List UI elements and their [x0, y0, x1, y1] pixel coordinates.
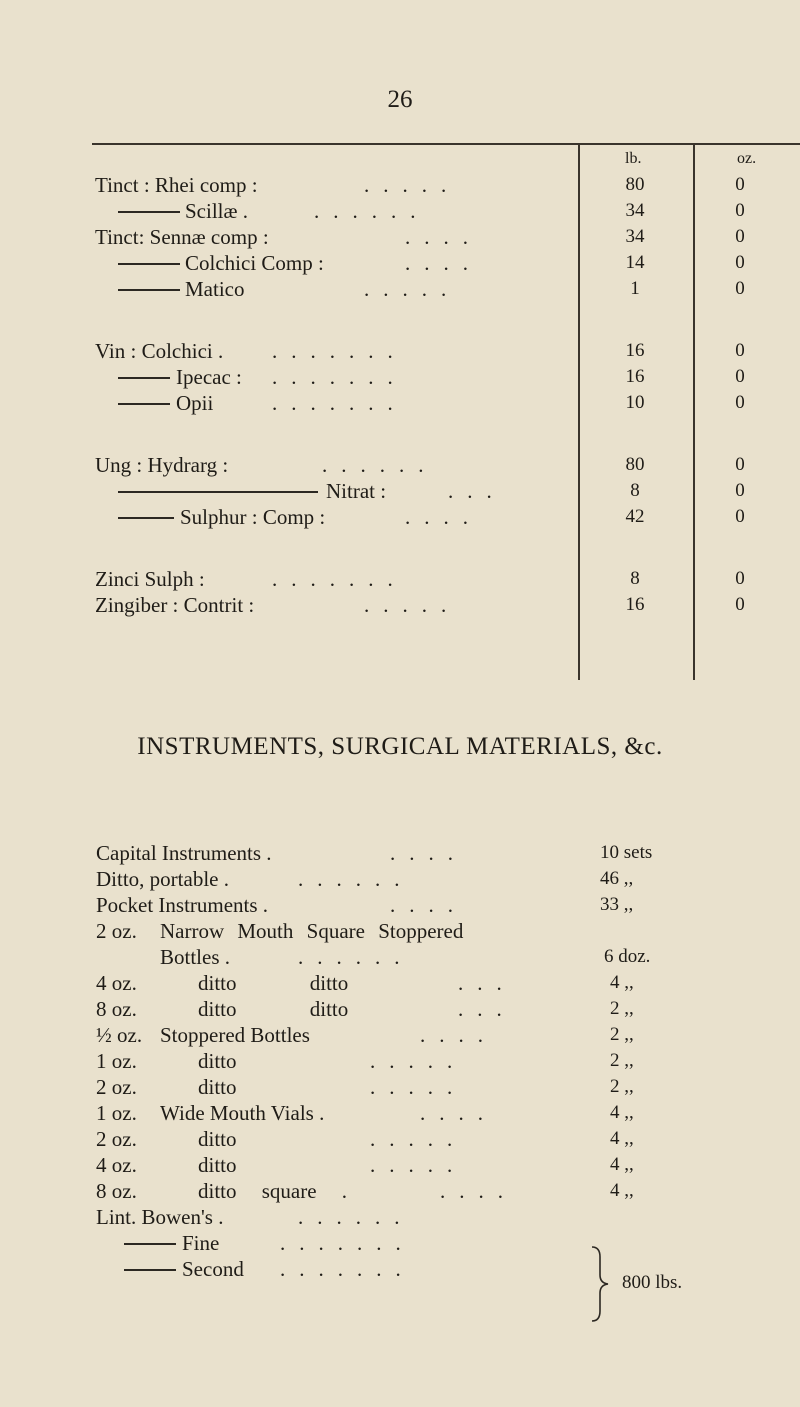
instrument-size: 2 oz. [96, 919, 137, 943]
leader-dots: .... [420, 1101, 497, 1125]
drug-row [0, 478, 800, 504]
instrument-row [0, 1204, 800, 1230]
instrument-qty: 33 ,, [600, 894, 634, 915]
drug-lb: 1 [630, 278, 640, 299]
instrument-row [0, 866, 800, 892]
instrument-qty: 2 ,, [610, 1076, 634, 1097]
instrument-row [0, 1100, 800, 1126]
instrument-row [0, 1152, 800, 1178]
leader-dots: ....... [272, 567, 407, 591]
drug-oz: 0 [735, 480, 745, 501]
leader-dots: ..... [364, 593, 461, 617]
drug-row [0, 224, 800, 250]
leader-dots: ... [458, 997, 516, 1021]
instrument-name: Second [182, 1257, 244, 1281]
drug-row [0, 276, 800, 302]
instrument-name: Pocket Instruments . [96, 893, 269, 917]
drug-oz: 0 [735, 594, 745, 615]
page-number: 26 [387, 86, 413, 113]
drug-oz: 0 [735, 340, 745, 361]
leader-dots: ..... [364, 277, 461, 301]
leader-dots: .... [405, 505, 482, 529]
drug-name: Tinct: Sennæ comp : [95, 225, 269, 249]
drug-row [0, 504, 800, 530]
leader-dots: .... [440, 1179, 517, 1203]
instrument-row [0, 1126, 800, 1152]
drug-name: Scillæ . [185, 199, 249, 223]
instrument-size: 4 oz. [96, 971, 137, 995]
leader-dots: ...... [298, 945, 414, 969]
drug-oz: 0 [735, 392, 745, 413]
instrument-name: Fine [182, 1231, 220, 1255]
drug-name: Ipecac : [176, 365, 242, 389]
leader-dots: ..... [364, 173, 461, 197]
instrument-name: Wide Mouth Vials . [160, 1101, 325, 1125]
instrument-name: Bottles . [160, 945, 231, 969]
leader-dots: ..... [370, 1127, 467, 1151]
instrument-qty: 2 ,, [610, 998, 634, 1019]
instrument-qty: 4 ,, [610, 1180, 634, 1201]
ditto-dash [118, 211, 180, 213]
drug-oz: 0 [735, 506, 745, 527]
instrument-name: ditto [198, 1075, 237, 1099]
instrument-row [0, 1074, 800, 1100]
instrument-name: ditto [198, 1153, 237, 1177]
drug-oz: 0 [735, 174, 745, 195]
drug-row [0, 592, 800, 618]
instrument-qty: 4 ,, [610, 1154, 634, 1175]
section-title: INSTRUMENTS, SURGICAL MATERIALS, &c. [137, 733, 663, 760]
drug-lb: 8 [630, 480, 640, 501]
leader-dots: ..... [370, 1075, 467, 1099]
drug-row [0, 250, 800, 276]
instrument-name: Ditto, portable . [96, 867, 229, 891]
instrument-size: ½ oz. [96, 1023, 143, 1047]
drug-oz: 0 [735, 568, 745, 589]
leader-dots: ....... [280, 1231, 415, 1255]
leader-dots: ...... [322, 453, 438, 477]
ditto-dash [124, 1243, 176, 1245]
drug-oz: 0 [735, 278, 745, 299]
leader-dots: ....... [272, 391, 407, 415]
drug-row [0, 390, 800, 416]
instrument-name: ditto ditto [198, 971, 349, 995]
instrument-size: 1 oz. [96, 1101, 137, 1125]
drug-lb: 10 [625, 392, 645, 413]
leader-dots: .... [420, 1023, 497, 1047]
leader-dots: ...... [314, 199, 430, 223]
instrument-row [0, 1230, 800, 1256]
drug-name: Matico [185, 277, 245, 301]
instrument-name: Lint. Bowen's . [96, 1205, 224, 1229]
instrument-name: ditto ditto [198, 997, 349, 1021]
instrument-size: 2 oz. [96, 1127, 137, 1151]
drug-lb: 80 [625, 174, 645, 195]
drug-lb: 80 [625, 454, 645, 475]
leader-dots: ....... [272, 339, 407, 363]
drug-lb: 34 [625, 200, 645, 221]
drug-name: Vin : Colchici . [95, 339, 224, 363]
ditto-dash [118, 289, 180, 291]
drug-name: Colchici Comp : [185, 251, 324, 275]
instrument-qty: 46 ,, [600, 868, 634, 889]
ditto-dash [124, 1269, 176, 1271]
drug-name: Zinci Sulph : [95, 567, 205, 591]
drug-lb: 16 [625, 340, 645, 361]
leader-dots: ..... [370, 1153, 467, 1177]
leader-dots: .... [390, 893, 467, 917]
leader-dots: ....... [280, 1257, 415, 1281]
leader-dots: ...... [298, 1205, 414, 1229]
instrument-qty: 6 doz. [604, 946, 651, 967]
drug-lb: 34 [625, 226, 645, 247]
instrument-row [0, 918, 800, 944]
drug-oz: 0 [735, 200, 745, 221]
instrument-row [0, 944, 800, 970]
instrument-qty: 10 sets [600, 842, 653, 863]
instrument-size: 8 oz. [96, 1179, 137, 1203]
instrument-qty: 2 ,, [610, 1050, 634, 1071]
drug-lb: 42 [625, 506, 645, 527]
drug-name: Tinct : Rhei comp : [95, 173, 258, 197]
drug-row [0, 364, 800, 390]
instrument-qty: 4 ,, [610, 1128, 634, 1149]
drug-name: Nitrat : [326, 479, 387, 503]
leader-dots: .... [405, 251, 482, 275]
lint-total: 800 lbs. [622, 1272, 683, 1293]
drug-row [0, 198, 800, 224]
leader-dots: ... [458, 971, 516, 995]
leader-dots: .... [405, 225, 482, 249]
instrument-row [0, 996, 800, 1022]
drug-oz: 0 [735, 226, 745, 247]
instrument-row [0, 1178, 800, 1204]
ditto-dash [118, 491, 318, 493]
instrument-size: 8 oz. [96, 997, 137, 1021]
leader-dots: ..... [370, 1049, 467, 1073]
drug-name: Opii [176, 391, 214, 415]
right-brace-icon [590, 1245, 610, 1323]
leader-dots: .... [390, 841, 467, 865]
lb-column-header: lb. [625, 150, 642, 167]
oz-column-header: oz. [737, 150, 757, 167]
ditto-dash [118, 263, 180, 265]
ditto-dash [118, 517, 174, 519]
drug-row [0, 338, 800, 364]
drug-name: Sulphur : Comp : [180, 505, 326, 529]
instrument-name: ditto square . [198, 1179, 348, 1203]
drug-lb: 14 [625, 252, 645, 273]
instrument-name: Narrow Mouth Square Stoppered [160, 919, 464, 943]
drug-lb: 8 [630, 568, 640, 589]
instrument-qty: 4 ,, [610, 1102, 634, 1123]
instrument-row [0, 892, 800, 918]
instrument-qty: 2 ,, [610, 1024, 634, 1045]
ditto-dash [118, 403, 170, 405]
instrument-row [0, 970, 800, 996]
instrument-row [0, 1022, 800, 1048]
instrument-size: 4 oz. [96, 1153, 137, 1177]
drug-name: Zingiber : Contrit : [95, 593, 255, 617]
drug-row [0, 566, 800, 592]
instrument-name: Capital Instruments . [96, 841, 272, 865]
leader-dots: ... [448, 479, 506, 503]
instrument-name: Stoppered Bottles [160, 1023, 310, 1047]
instrument-size: 1 oz. [96, 1049, 137, 1073]
leader-dots: ...... [298, 867, 414, 891]
drug-lb: 16 [625, 366, 645, 387]
drug-oz: 0 [735, 454, 745, 475]
drug-oz: 0 [735, 252, 745, 273]
ditto-dash [118, 377, 170, 379]
leader-dots: ....... [272, 365, 407, 389]
drug-row [0, 172, 800, 198]
instrument-name: ditto [198, 1049, 237, 1073]
drug-row [0, 452, 800, 478]
instrument-row [0, 1048, 800, 1074]
drug-oz: 0 [735, 366, 745, 387]
drug-name: Ung : Hydrarg : [95, 453, 229, 477]
instrument-name: ditto [198, 1127, 237, 1151]
drug-lb: 16 [625, 594, 645, 615]
instrument-row [0, 840, 800, 866]
instrument-size: 2 oz. [96, 1075, 137, 1099]
instrument-qty: 4 ,, [610, 972, 634, 993]
